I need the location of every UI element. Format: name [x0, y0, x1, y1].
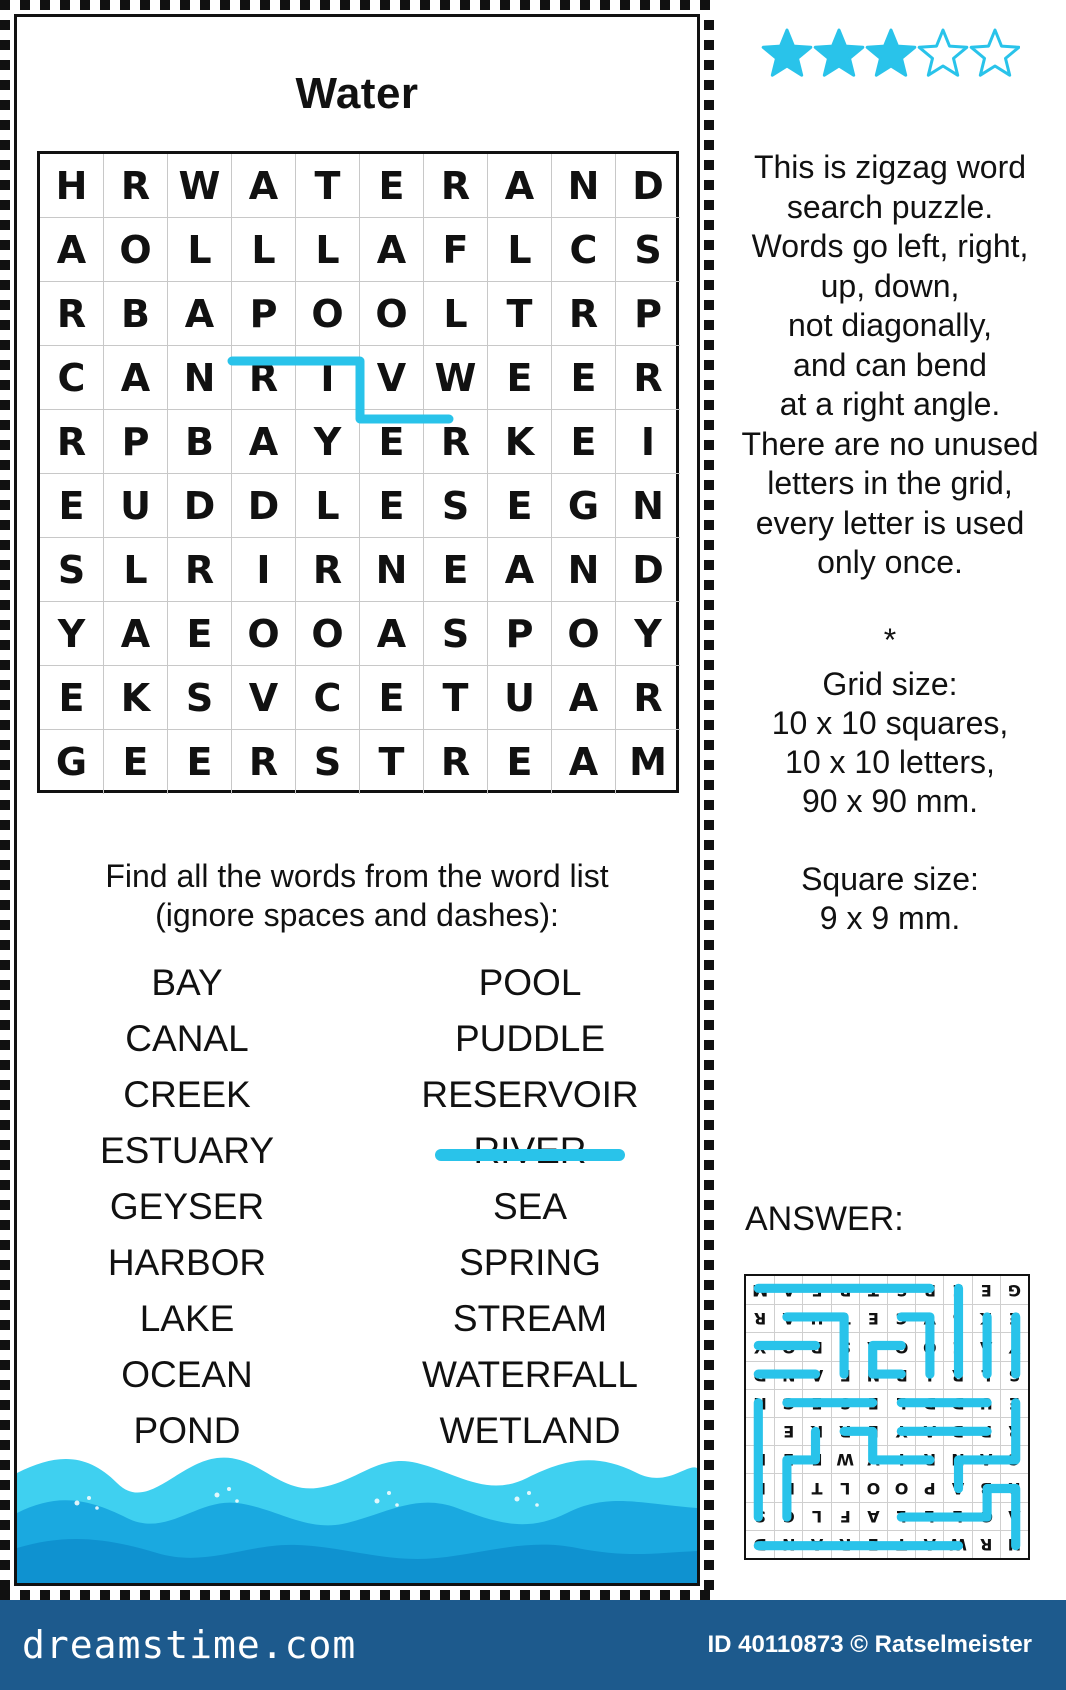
grid-cell[interactable]: E — [360, 154, 424, 218]
answer-grid-cell: R — [972, 1530, 1000, 1558]
answer-grid-cell: A — [1000, 1502, 1028, 1530]
text-line: at a right angle. — [779, 386, 1001, 422]
answer-grid-cell: T — [887, 1530, 915, 1558]
grid-cell[interactable]: D — [616, 154, 680, 218]
instructions — [17, 857, 697, 935]
answer-grid-cell: A — [802, 1530, 830, 1558]
word-label: STREAM — [452, 1298, 608, 1339]
answer-grid-cell: N — [859, 1361, 887, 1389]
star-filled-icon — [763, 30, 811, 75]
answer-grid-cell: A — [774, 1304, 802, 1332]
grid-cell[interactable]: Y — [40, 602, 104, 666]
difficulty-rating — [760, 26, 1020, 82]
answer-grid-cell: R — [746, 1304, 774, 1332]
grid-cell[interactable]: W — [168, 154, 232, 218]
answer-grid-cell: E — [859, 1417, 887, 1445]
water-waves-decoration — [17, 1453, 697, 1583]
answer-key — [744, 1274, 1030, 1560]
answer-grid-cell: Y — [887, 1417, 915, 1445]
answer-grid-cell: B — [943, 1417, 971, 1445]
text-line: every letter is used — [755, 504, 1025, 541]
text-line: Words go left, right, — [751, 228, 1029, 264]
word-list-left-column — [47, 955, 327, 1459]
word-label: WETLAND — [439, 1410, 621, 1451]
text-line: 10 x 10 squares, — [771, 705, 1009, 741]
answer-grid-cell: D — [746, 1361, 774, 1389]
answer-grid-cell: K — [802, 1417, 830, 1445]
footer-bar — [0, 1600, 1066, 1690]
grid-cell[interactable]: N — [168, 346, 232, 410]
answer-grid-cell: P — [915, 1473, 943, 1501]
word-label: HARBOR — [107, 1242, 267, 1283]
grid-cell[interactable]: D — [168, 474, 232, 538]
word-strikethrough — [435, 1149, 625, 1161]
grid-cell[interactable]: T — [424, 666, 488, 730]
answer-grid-cell: N — [774, 1361, 802, 1389]
grid-cell[interactable]: D — [616, 538, 680, 602]
text-line: only once. — [817, 544, 963, 580]
grid-cell[interactable]: R — [296, 538, 360, 602]
answer-grid-cell: C — [1000, 1445, 1028, 1473]
word-list-item — [47, 1123, 327, 1179]
answer-grid-cell: E — [859, 1530, 887, 1558]
answer-grid-cell: E — [831, 1361, 859, 1389]
word-label: CREEK — [123, 1074, 251, 1115]
grid-cell[interactable]: P — [488, 602, 552, 666]
answer-grid-cell: O — [859, 1473, 887, 1501]
answer-grid-cell: W — [831, 1445, 859, 1473]
grid-cell[interactable]: L — [424, 282, 488, 346]
grid-cell[interactable]: F — [424, 218, 488, 282]
word-list-item — [47, 1347, 327, 1403]
word-list-item — [47, 1235, 327, 1291]
answer-grid-cell: A — [943, 1473, 971, 1501]
answer-grid-cell: B — [972, 1473, 1000, 1501]
answer-grid-cell: R — [943, 1361, 971, 1389]
answer-grid-cell: E — [943, 1276, 971, 1304]
instructions-line-1: Find all the words from the word list — [105, 858, 609, 894]
text-line: Square size: — [801, 861, 979, 897]
grid-cell[interactable]: A — [360, 602, 424, 666]
answer-grid-cell: U — [802, 1304, 830, 1332]
grid-cell[interactable]: G — [40, 730, 104, 794]
grid-cell[interactable]: R — [424, 410, 488, 474]
answer-grid-cell: M — [752, 1280, 769, 1300]
grid-cell[interactable]: C — [296, 666, 360, 730]
answer-grid-cell: S — [831, 1332, 859, 1360]
answer-grid-cell: L — [887, 1502, 915, 1530]
text-line: This is zigzag word — [753, 149, 1027, 185]
grid-cell[interactable]: R — [168, 538, 232, 602]
answer-grid-cell: R — [746, 1445, 774, 1473]
word-list-item — [47, 1067, 327, 1123]
grid-cell[interactable]: V — [232, 666, 296, 730]
answer-grid-cell: Y — [1000, 1332, 1028, 1360]
grid-cell[interactable]: S — [168, 666, 232, 730]
answer-grid-cell: C — [887, 1304, 915, 1332]
grid-cell[interactable]: R — [232, 730, 296, 794]
answer-grid-cell: O — [972, 1502, 1000, 1530]
answer-grid-cell: D — [915, 1389, 943, 1417]
grid-cell[interactable]: A — [552, 666, 616, 730]
word-label: SEA — [492, 1186, 568, 1227]
answer-grid-cell: E — [774, 1417, 802, 1445]
answer-grid-cell: P — [802, 1332, 830, 1360]
grid-cell[interactable]: T — [360, 730, 424, 794]
grid-cell[interactable]: A — [104, 602, 168, 666]
word-label: RESERVOIR — [421, 1074, 639, 1115]
answer-grid-cell: A — [915, 1530, 943, 1558]
grid-cell[interactable]: O — [552, 602, 616, 666]
answer-grid-cell: E — [802, 1445, 830, 1473]
star-filled-icon — [815, 30, 863, 75]
answer-grid-cell: G — [774, 1389, 802, 1417]
word-list-item — [47, 1011, 327, 1067]
grid-cell[interactable]: K — [104, 666, 168, 730]
word-list-item — [47, 955, 327, 1011]
word-label: BAY — [151, 962, 223, 1003]
grid-cell[interactable]: E — [552, 410, 616, 474]
answer-grid-cell: O — [887, 1473, 915, 1501]
answer-grid-cell: D — [746, 1530, 774, 1558]
answer-grid-cell: E — [1000, 1304, 1028, 1332]
answer-grid-cell: E — [859, 1304, 887, 1332]
grid-cell[interactable]: O — [296, 602, 360, 666]
word-list-item — [390, 1067, 670, 1123]
answer-grid-cell: A — [915, 1417, 943, 1445]
answer-grid-cell: R — [831, 1417, 859, 1445]
answer-grid-cell: A — [774, 1276, 802, 1304]
word-label: OCEAN — [121, 1354, 253, 1395]
grid-cell[interactable]: A — [552, 730, 616, 794]
word-label: GEYSER — [109, 1186, 265, 1227]
grid-cell[interactable]: E — [104, 730, 168, 794]
answer-grid-cell: R — [887, 1361, 915, 1389]
grid-cell[interactable]: S — [616, 218, 680, 282]
answer-grid-cell: A — [859, 1502, 887, 1530]
word-list-item — [47, 1403, 327, 1459]
grid-cell[interactable]: R — [40, 410, 104, 474]
answer-grid-cell: P — [746, 1473, 774, 1501]
grid-cell[interactable]: R — [616, 346, 680, 410]
grid-cell[interactable]: E — [488, 346, 552, 410]
grid-cell[interactable]: O — [360, 282, 424, 346]
grid-cell[interactable]: P — [104, 410, 168, 474]
word-label: POND — [133, 1410, 241, 1451]
grid-cell[interactable]: Y — [616, 602, 680, 666]
answer-grid-cell: V — [915, 1304, 943, 1332]
grid-cell[interactable]: W — [424, 346, 488, 410]
answer-grid-cell: R — [774, 1473, 802, 1501]
answer-grid-cell: N — [943, 1445, 971, 1473]
grid-cell[interactable]: T — [296, 154, 360, 218]
grid-cell[interactable]: A — [488, 538, 552, 602]
answer-grid-cell: S — [1000, 1361, 1028, 1389]
puzzle-panel — [14, 14, 700, 1586]
grid-cell[interactable]: C — [40, 346, 104, 410]
word-list-item — [47, 1291, 327, 1347]
answer-grid-cell: N — [774, 1530, 802, 1558]
word-list-item — [390, 1291, 670, 1347]
brand-logo[interactable]: dreamstime.com — [22, 1623, 357, 1667]
grid-cell[interactable]: C — [552, 218, 616, 282]
answer-grid-cell: R — [915, 1276, 943, 1304]
text-line: Grid size: — [822, 666, 958, 702]
answer-grid-cell: K — [972, 1304, 1000, 1332]
grid-cell[interactable]: N — [552, 154, 616, 218]
grid-cell[interactable]: S — [424, 602, 488, 666]
grid-cell[interactable]: U — [488, 666, 552, 730]
grid-size-info — [720, 665, 1060, 821]
grid-cell[interactable]: O — [232, 602, 296, 666]
separator-asterisk: * — [883, 622, 897, 658]
answer-grid-cell: E — [972, 1276, 1000, 1304]
answer-grid-cell: E — [859, 1389, 887, 1417]
answer-grid-cell: P — [972, 1417, 1000, 1445]
text-line: 9 x 9 mm. — [819, 900, 961, 936]
grid-cell[interactable]: O — [104, 218, 168, 282]
grid-cell[interactable]: R — [552, 282, 616, 346]
grid-cell[interactable]: E — [168, 602, 232, 666]
word-label: ESTUARY — [99, 1130, 275, 1171]
answer-grid-cell: H — [1000, 1530, 1028, 1558]
answer-grid-cell: W — [943, 1530, 971, 1558]
answer-grid-cell: E — [802, 1276, 830, 1304]
word-search-grid — [37, 151, 679, 793]
text-line: 90 x 90 mm. — [801, 783, 979, 819]
grid-cell[interactable]: A — [488, 154, 552, 218]
word-list-right-column — [390, 955, 670, 1459]
grid-cell[interactable]: E — [40, 474, 104, 538]
grid-cell[interactable]: R — [424, 730, 488, 794]
grid-cell[interactable]: E — [488, 474, 552, 538]
grid-cell[interactable]: S — [424, 474, 488, 538]
star-filled-icon — [867, 30, 915, 75]
answer-grid-cell: A — [972, 1332, 1000, 1360]
answer-grid-cell: V — [859, 1445, 887, 1473]
answer-grid-cell: T — [831, 1304, 859, 1332]
text-line: not diagonally, — [788, 307, 992, 343]
grid-cell[interactable]: L — [168, 218, 232, 282]
answer-grid-cell: L — [915, 1502, 943, 1530]
grid-cell[interactable]: S — [296, 730, 360, 794]
word-label: PUDDLE — [454, 1018, 606, 1059]
answer-grid-cell: R — [915, 1445, 943, 1473]
star-empty-icon — [919, 30, 967, 75]
instructions-line-2: (ignore spaces and dashes): — [155, 897, 559, 933]
star-empty-icon — [971, 30, 1019, 75]
grid-cell[interactable]: L — [296, 218, 360, 282]
grid-cell[interactable]: R — [232, 346, 296, 410]
grid-cell[interactable]: E — [360, 666, 424, 730]
grid-cell[interactable]: E — [552, 346, 616, 410]
grid-cell[interactable]: E — [424, 538, 488, 602]
answer-grid-cell: O — [915, 1332, 943, 1360]
word-label: POOL — [478, 962, 582, 1003]
answer-grid-cell: T — [802, 1473, 830, 1501]
answer-grid-cell: Y — [746, 1332, 774, 1360]
answer-grid-cell: L — [972, 1361, 1000, 1389]
answer-label: ANSWER: — [745, 1200, 904, 1238]
answer-grid-cell: L — [943, 1502, 971, 1530]
grid-cell[interactable]: P — [232, 282, 296, 346]
grid-cell[interactable]: R — [616, 666, 680, 730]
grid-cell[interactable]: L — [296, 474, 360, 538]
grid-cell[interactable]: A — [168, 282, 232, 346]
grid-cell[interactable]: A — [232, 410, 296, 474]
answer-grid-cell: T — [859, 1276, 887, 1304]
answer-grid-cell: I — [746, 1417, 774, 1445]
answer-grid-cell: E — [1000, 1389, 1028, 1417]
grid-cell[interactable]: E — [360, 410, 424, 474]
answer-grid-cell: S — [831, 1389, 859, 1417]
answer-grid-cell: S — [943, 1304, 971, 1332]
answer-grid-cell: S — [746, 1502, 774, 1530]
grid-cell[interactable]: L — [104, 538, 168, 602]
answer-grid-cell: G — [1000, 1276, 1028, 1304]
answer-grid-cell: R — [1000, 1473, 1028, 1501]
grid-cell[interactable]: N — [360, 538, 424, 602]
grid-cell[interactable]: R — [424, 154, 488, 218]
word-label: SPRING — [459, 1242, 601, 1283]
grid-cell[interactable]: E — [360, 474, 424, 538]
answer-grid-cell: E — [943, 1332, 971, 1360]
grid-cell[interactable]: A — [232, 154, 296, 218]
grid-cell[interactable]: A — [104, 346, 168, 410]
image-id: ID 40110873 © Ratselmeister — [707, 1631, 1032, 1658]
answer-grid-cell: F — [831, 1502, 859, 1530]
grid-cell[interactable]: U — [104, 474, 168, 538]
word-list-item — [390, 1403, 670, 1459]
word-list-item — [390, 1347, 670, 1403]
text-line: up, down, — [820, 267, 960, 304]
grid-cell[interactable]: O — [296, 282, 360, 346]
word-list-item — [390, 1235, 670, 1291]
answer-grid-cell: U — [972, 1389, 1000, 1417]
answer-grid-cell: C — [774, 1502, 802, 1530]
word-list-item — [390, 1011, 670, 1067]
word-list-item — [390, 955, 670, 1011]
grid-cell[interactable]: D — [232, 474, 296, 538]
text-line: There are no unused — [741, 425, 1039, 462]
word-search-grid-wrapper — [37, 151, 679, 793]
puzzle-description — [720, 148, 1060, 583]
grid-cell[interactable]: H — [40, 154, 104, 218]
grid-cell[interactable]: E — [488, 730, 552, 794]
word-list-item — [390, 1179, 670, 1235]
grid-cell[interactable]: R — [40, 282, 104, 346]
puzzle-title: Water — [295, 69, 419, 118]
answer-grid-cell: R — [831, 1530, 859, 1558]
answer-grid-cell: A — [802, 1361, 830, 1389]
grid-cell[interactable]: T — [488, 282, 552, 346]
answer-grid-cell: L — [831, 1473, 859, 1501]
grid-cell[interactable]: V — [360, 346, 424, 410]
answer-grid-cell: S — [887, 1276, 915, 1304]
answer-grid-cell: D — [943, 1389, 971, 1417]
grid-cell[interactable]: L — [232, 218, 296, 282]
square-size-info — [720, 860, 1060, 938]
word-list-item — [390, 1123, 670, 1179]
answer-grid-cell: E — [802, 1389, 830, 1417]
answer-grid-cell: O — [774, 1332, 802, 1360]
grid-cell[interactable]: I — [296, 346, 360, 410]
grid-cell[interactable]: N — [616, 474, 680, 538]
answer-grid-cell: O — [887, 1332, 915, 1360]
grid-cell[interactable]: A — [40, 218, 104, 282]
answer-grid-cell: E — [774, 1445, 802, 1473]
answer-solution-paths — [744, 1274, 1030, 1560]
grid-cell[interactable]: S — [40, 538, 104, 602]
word-label: LAKE — [139, 1298, 235, 1339]
answer-grid-cell: L — [887, 1389, 915, 1417]
answer-grid-cell: I — [887, 1445, 915, 1473]
grid-cell[interactable]: G — [552, 474, 616, 538]
text-line: 10 x 10 letters, — [785, 744, 995, 780]
text-line: search puzzle. — [786, 188, 994, 225]
word-list-item — [47, 1179, 327, 1235]
grid-cell[interactable]: K — [488, 410, 552, 474]
answer-grid-cell: A — [972, 1445, 1000, 1473]
grid-cell[interactable]: I — [232, 538, 296, 602]
answer-grid-cell: R — [831, 1276, 859, 1304]
grid-cell[interactable]: L — [488, 218, 552, 282]
answer-grid-cell: L — [802, 1502, 830, 1530]
text-line: and can bend — [793, 346, 987, 383]
grid-cell[interactable]: E — [40, 666, 104, 730]
grid-cell[interactable]: E — [168, 730, 232, 794]
answer-grid-cell: A — [859, 1332, 887, 1360]
answer-grid-cell: R — [1000, 1417, 1028, 1445]
grid-cell[interactable]: R — [104, 154, 168, 218]
answer-grid-cell: N — [746, 1389, 774, 1417]
text-line: letters in the grid, — [767, 465, 1013, 501]
answer-grid-cell: I — [915, 1361, 943, 1389]
grid-cell[interactable]: M — [629, 740, 667, 784]
grid-cell[interactable]: B — [104, 282, 168, 346]
word-label: CANAL — [125, 1018, 249, 1059]
grid-cell[interactable]: I — [616, 410, 680, 474]
word-label: WATERFALL — [422, 1354, 638, 1395]
grid-cell[interactable]: Y — [296, 410, 360, 474]
grid-cell[interactable]: P — [616, 282, 680, 346]
grid-cell[interactable]: N — [552, 538, 616, 602]
grid-cell[interactable]: A — [360, 218, 424, 282]
grid-cell[interactable]: B — [168, 410, 232, 474]
